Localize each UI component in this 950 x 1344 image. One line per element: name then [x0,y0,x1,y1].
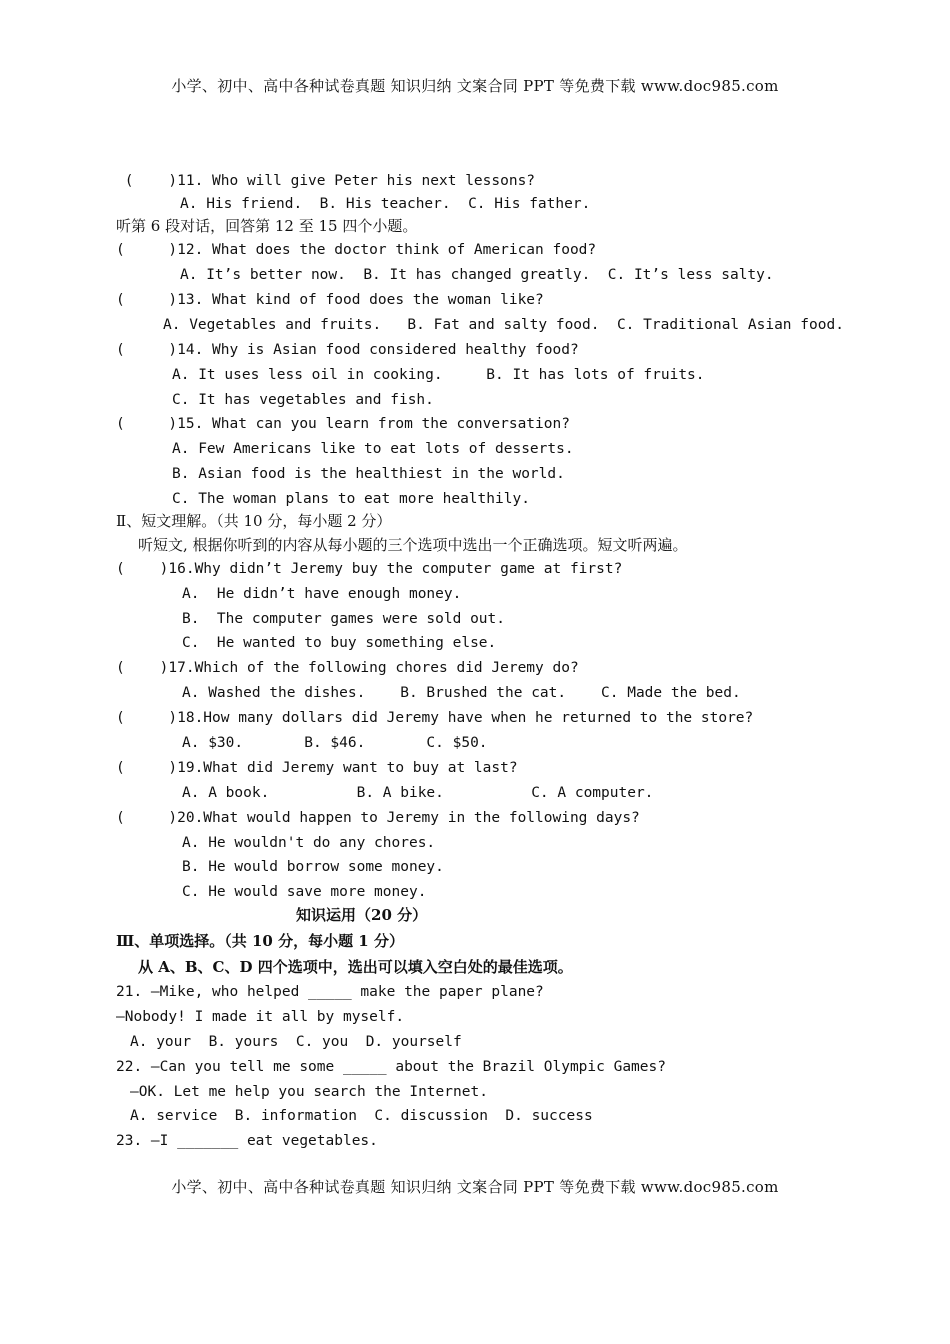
question-14: ( )14. Why is Asian food considered healthy food? [116,342,579,358]
option-15-c: C. The woman plans to eat more healthily. [172,491,530,507]
options-17: A. Washed the dishes. B. Brushed the cat. C. Made the bed. [182,685,741,701]
option-16-c: C. He wanted to buy something else. [182,635,497,651]
option-20-c: C. He would save more money. [182,884,427,900]
question-20: ( )20.What would happen to Jeremy in the following days? [116,810,640,826]
question-11: ( )11. Who will give Peter his next lessons? [116,173,536,189]
options-21: A. your B. yours C. you D. yourself [130,1034,462,1050]
options-12: A. It’s better now. B. It has changed greatly. C. It’s less salty. [180,267,774,283]
option-16-b: B. The computer games were sold out. [182,611,506,627]
section-3-instruction: 从 A、B、C、D 四个选项中，选出可以填入空白处的最佳选项。 [138,958,573,976]
question-18: ( )18.How many dollars did Jeremy have when he returned to the store? [116,710,754,726]
options-14-ab: A. It uses less oil in cooking. B. It has lots of fruits. [172,367,705,383]
page-footer: 小学、初中、高中各种试卷真题 知识归纳 文案合同 PPT 等免费下载 www.doc985.com [171,1178,779,1196]
question-23: 23. —I _______ eat vegetables. [116,1133,378,1149]
option-20-b: B. He would borrow some money. [182,859,444,875]
question-16: ( )16.Why didn’t Jeremy buy the computer game at first? [116,561,623,577]
question-21: 21. —Mike, who helped _____ make the paper plane? [116,984,544,1000]
section-2-instruction: 听短文, 根据你听到的内容从每小题的三个选项中选出一个正确选项。短文听两遍。 [138,536,688,554]
part-title-knowledge: 知识运用（20 分） [296,906,428,924]
options-18: A. $30. B. $46. C. $50. [182,735,488,751]
answer-21: —Nobody! I made it all by myself. [116,1009,405,1025]
question-19: ( )19.What did Jeremy want to buy at last? [116,760,518,776]
page-header: 小学、初中、高中各种试卷真题 知识归纳 文案合同 PPT 等免费下载 www.doc985.com [171,77,779,95]
options-19: A. A book. B. A bike. C. A computer. [182,785,654,801]
answer-22: —OK. Let me help you search the Internet. [130,1084,488,1100]
question-12: ( )12. What does the doctor think of American food? [116,242,597,258]
option-20-a: A. He wouldn't do any chores. [182,835,436,851]
section-2-title: Ⅱ、短文理解。（共 10 分，每小题 2 分） [116,512,392,530]
section-instruction-6: 听第 6 段对话，回答第 12 至 15 四个小题。 [116,217,418,235]
question-17: ( )17.Which of the following chores did Jeremy do? [116,660,579,676]
options-11: A. His friend. B. His teacher. C. His father. [180,196,591,212]
option-15-a: A. Few Americans like to eat lots of desserts. [172,441,574,457]
options-13: A. Vegetables and fruits. B. Fat and salty food. C. Traditional Asian food. [163,317,844,333]
options-22: A. service B. information C. discussion D. success [130,1108,593,1124]
question-15: ( )15. What can you learn from the conversation? [116,416,570,432]
question-13: ( )13. What kind of food does the woman like? [116,292,544,308]
section-3-title: Ⅲ、单项选择。（共 10 分，每小题 1 分） [116,932,404,950]
option-15-b: B. Asian food is the healthiest in the world. [172,466,565,482]
options-14-c: C. It has vegetables and fish. [172,392,434,408]
option-16-a: A. He didn’t have enough money. [182,586,462,602]
question-22: 22. —Can you tell me some _____ about the Brazil Olympic Games? [116,1059,666,1075]
